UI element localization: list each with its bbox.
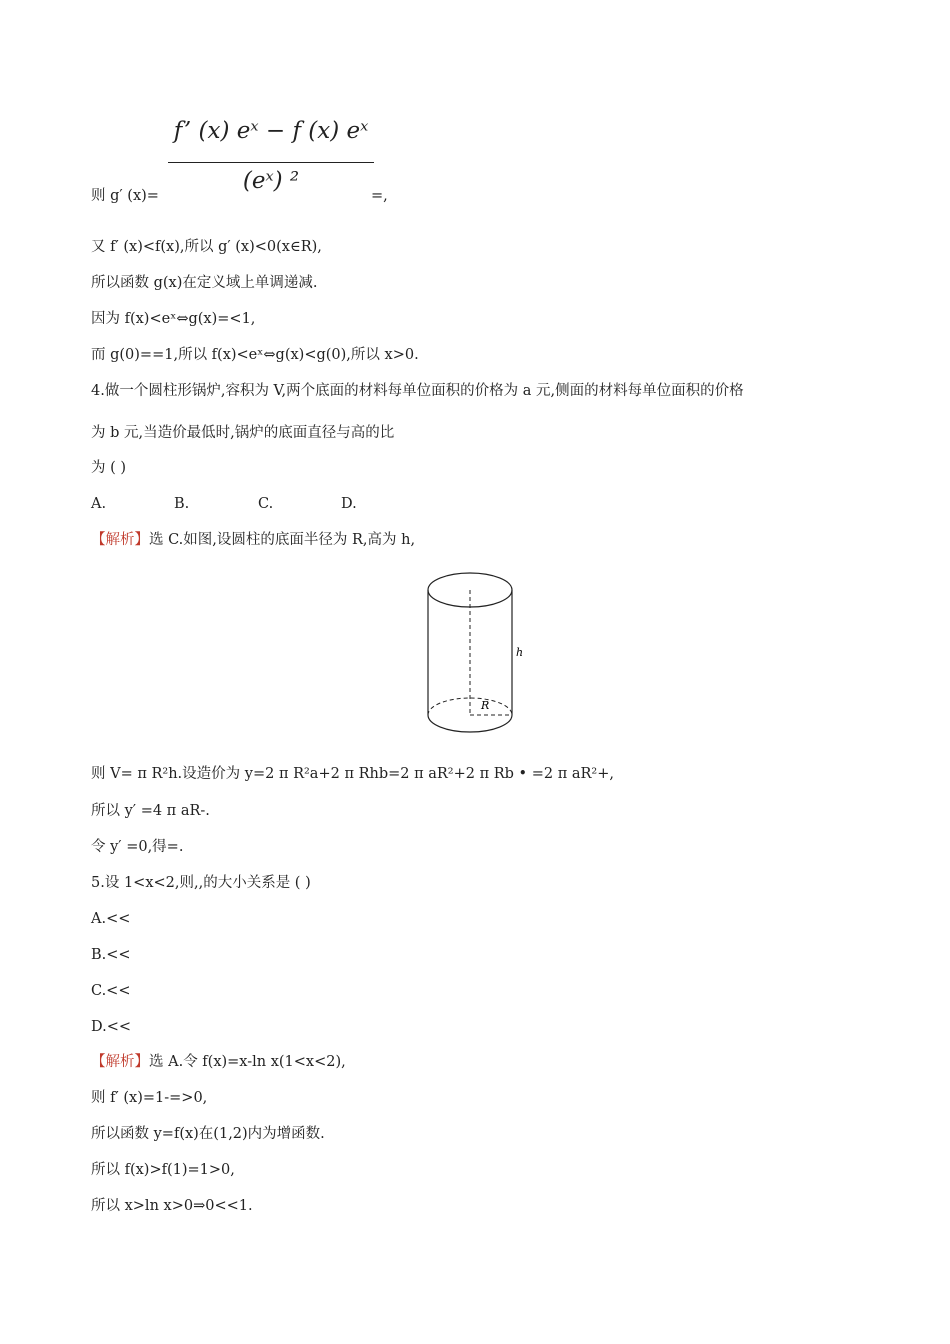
cylinder-figure [410,562,530,742]
text-line-2: 又 f′ (x)<f(x),所以 g′ (x)<0(x∈R), [91,239,322,255]
option-c: C. [258,496,274,512]
fraction-bar [168,162,374,163]
q5-analysis-line-5: 所以 x>ln x>0⇒0<<1. [91,1198,253,1214]
text-line-3: 所以函数 g(x)在定义域上单调递减. [91,275,318,291]
text-line-1 [91,186,159,206]
analysis-line-3: 所以 y′ =4 π aR-. [91,803,210,819]
q5-analysis-tag: 【解析】 [91,1054,149,1070]
option-a: A. [91,496,107,512]
q5-option-c: C.<< [91,983,131,999]
question-4-line-1: 4.做一个圆柱形锅炉,容积为 V,两个底面的材料每单位面积的价格为 a 元,侧面的材料每单位面积的价格 [91,383,744,399]
line-1-prefix: 则 g′ (x)= [91,188,159,204]
analysis-line-4: 令 y′ =0,得=. [91,839,184,855]
analysis-text: 选 C.如图,设圆柱的底面半径为 R,高为 h, [149,532,416,548]
line-1-suffix: =, [371,188,388,204]
q5-analysis-line-4: 所以 f(x)>f(1)=1>0, [91,1162,235,1178]
question-4-line-3: 为 ( ) [91,460,127,476]
q5-option-d: D.<< [91,1019,132,1035]
question-5: 5.设 1<x<2,则,,的大小关系是 ( ) [91,875,311,891]
analysis-line-1 [91,530,415,550]
text-line-5: 而 g(0)==1,所以 f(x)<eˣ⇔g(x)<g(0),所以 x>0. [91,347,419,363]
label-r: R [481,699,490,712]
q5-analysis-line-2: 则 f′ (x)=1-=>0, [91,1090,208,1106]
analysis-line-2: 则 V= π R²h.设造价为 y=2 π R²a+2 π Rhb=2 π aR²+2 π Rb • =2 π aR²+, [91,766,614,782]
fraction-denominator: (eˣ) ² [242,168,300,194]
q5-option-b: B.<< [91,947,131,963]
q5-option-a: A.<< [91,911,131,927]
option-b: B. [174,496,190,512]
text-line-4: 因为 f(x)<eˣ⇔g(x)=<1, [91,311,256,327]
analysis-tag: 【解析】 [91,532,149,548]
option-d: D. [341,496,357,512]
label-h: h [516,646,524,659]
q5-analysis-line-3: 所以函数 y=f(x)在(1,2)内为增函数. [91,1126,325,1142]
cylinder-bottom-front [428,715,512,732]
fraction-numerator: f’ (x) eˣ − f (x) eˣ [173,118,369,144]
q5-analysis-line-1 [91,1052,346,1072]
q5-analysis-text: 选 A.令 f(x)=x-ln x(1<x<2), [149,1054,346,1070]
question-4-line-2: 为 b 元,当造价最低时,锅炉的底面直径与高的比 [91,425,395,441]
